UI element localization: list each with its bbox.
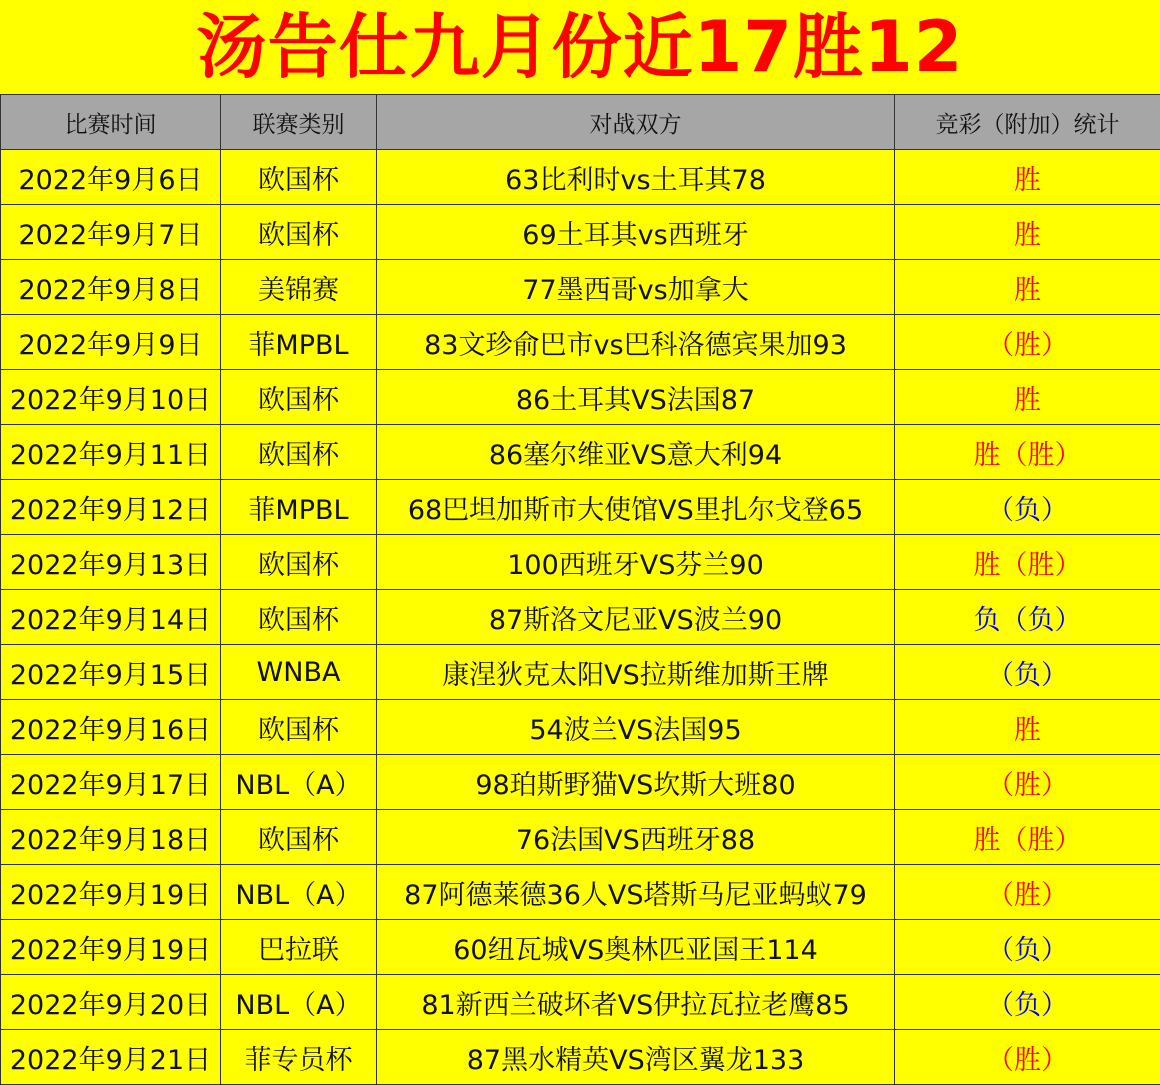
- table-row: [1, 535, 1160, 590]
- table-row: [1, 150, 1160, 205]
- header-date: 比赛时间: [1, 95, 221, 150]
- date-cell: 2022年9月7日: [1, 205, 221, 260]
- table-row: [1, 700, 1160, 755]
- league-cell: 菲MPBL: [221, 315, 377, 370]
- table-row: [1, 370, 1160, 425]
- match-cell: 68巴坦加斯市大使馆VS里扎尔戈登65: [377, 480, 895, 535]
- league-cell: 美锦赛: [221, 260, 377, 315]
- table-row: [1, 975, 1160, 1030]
- league-cell: WNBA: [221, 645, 377, 700]
- league-cell: 欧国杯: [221, 205, 377, 260]
- result-cell: （胜）: [895, 315, 1160, 370]
- table-row: [1, 260, 1160, 315]
- header-match: 对战双方: [377, 95, 895, 150]
- date-cell: 2022年9月14日: [1, 590, 221, 645]
- result-cell: 胜: [895, 150, 1160, 205]
- table-row: [1, 315, 1160, 370]
- result-cell: （负）: [895, 975, 1160, 1030]
- match-cell: 81新西兰破坏者VS伊拉瓦拉老鹰85: [377, 975, 895, 1030]
- match-cell: 康涅狄克太阳VS拉斯维加斯王牌: [377, 645, 895, 700]
- league-cell: 欧国杯: [221, 370, 377, 425]
- date-cell: 2022年9月20日: [1, 975, 221, 1030]
- league-cell: 欧国杯: [221, 425, 377, 480]
- date-cell: 2022年9月12日: [1, 480, 221, 535]
- result-cell: （胜）: [895, 1030, 1160, 1085]
- table-row: [1, 205, 1160, 260]
- result-cell: （胜）: [895, 865, 1160, 920]
- table-row: [1, 590, 1160, 645]
- result-cell: （胜）: [895, 755, 1160, 810]
- match-cell: 77墨西哥vs加拿大: [377, 260, 895, 315]
- match-cell: 76法国VS西班牙88: [377, 810, 895, 865]
- league-cell: NBL（A）: [221, 975, 377, 1030]
- result-cell: 胜: [895, 370, 1160, 425]
- result-cell: （负）: [895, 920, 1160, 975]
- match-cell: 87黑水精英VS湾区翼龙133: [377, 1030, 895, 1085]
- match-cell: 83文珍俞巴市vs巴科洛德宾果加93: [377, 315, 895, 370]
- result-cell: 胜（胜）: [895, 810, 1160, 865]
- league-cell: 欧国杯: [221, 700, 377, 755]
- table-row: [1, 425, 1160, 480]
- table-row: [1, 810, 1160, 865]
- league-cell: 欧国杯: [221, 590, 377, 645]
- result-cell: （负）: [895, 645, 1160, 700]
- league-cell: 欧国杯: [221, 810, 377, 865]
- date-cell: 2022年9月16日: [1, 700, 221, 755]
- match-cell: 86塞尔维亚VS意大利94: [377, 425, 895, 480]
- date-cell: 2022年9月15日: [1, 645, 221, 700]
- match-cell: 100西班牙VS芬兰90: [377, 535, 895, 590]
- match-cell: 60纽瓦城VS奥林匹亚国王114: [377, 920, 895, 975]
- date-cell: 2022年9月9日: [1, 315, 221, 370]
- date-cell: 2022年9月19日: [1, 920, 221, 975]
- date-cell: 2022年9月10日: [1, 370, 221, 425]
- date-cell: 2022年9月17日: [1, 755, 221, 810]
- match-cell: 98珀斯野猫VS坎斯大班80: [377, 755, 895, 810]
- header-result: 竞彩（附加）统计: [895, 95, 1160, 150]
- league-cell: 菲专员杯: [221, 1030, 377, 1085]
- table-header-row: [1, 95, 1160, 150]
- table-row: [1, 865, 1160, 920]
- date-cell: 2022年9月21日: [1, 1030, 221, 1085]
- match-cell: 87斯洛文尼亚VS波兰90: [377, 590, 895, 645]
- header-league: 联赛类别: [221, 95, 377, 150]
- date-cell: 2022年9月18日: [1, 810, 221, 865]
- league-cell: 欧国杯: [221, 150, 377, 205]
- match-cell: 63比利时vs土耳其78: [377, 150, 895, 205]
- league-cell: NBL（A）: [221, 755, 377, 810]
- match-cell: 69土耳其vs西班牙: [377, 205, 895, 260]
- result-cell: 负（负）: [895, 590, 1160, 645]
- match-cell: 54波兰VS法国95: [377, 700, 895, 755]
- league-cell: 菲MPBL: [221, 480, 377, 535]
- result-cell: 胜（胜）: [895, 535, 1160, 590]
- date-cell: 2022年9月8日: [1, 260, 221, 315]
- league-cell: 欧国杯: [221, 535, 377, 590]
- match-cell: 87阿德莱德36人VS塔斯马尼亚蚂蚁79: [377, 865, 895, 920]
- page-title: 汤告仕九月份近17胜12: [0, 0, 1160, 94]
- date-cell: 2022年9月13日: [1, 535, 221, 590]
- result-cell: 胜: [895, 260, 1160, 315]
- result-cell: （负）: [895, 480, 1160, 535]
- date-cell: 2022年9月11日: [1, 425, 221, 480]
- date-cell: 2022年9月6日: [1, 150, 221, 205]
- table-body: [1, 150, 1160, 1085]
- table-row: [1, 645, 1160, 700]
- league-cell: NBL（A）: [221, 865, 377, 920]
- result-cell: 胜: [895, 205, 1160, 260]
- result-cell: 胜: [895, 700, 1160, 755]
- table-row: [1, 920, 1160, 975]
- match-cell: 86土耳其VS法国87: [377, 370, 895, 425]
- results-table: [0, 94, 1160, 1085]
- league-cell: 巴拉联: [221, 920, 377, 975]
- table-row: [1, 755, 1160, 810]
- table-row: [1, 480, 1160, 535]
- date-cell: 2022年9月19日: [1, 865, 221, 920]
- table-row: [1, 1030, 1160, 1085]
- result-cell: 胜（胜）: [895, 425, 1160, 480]
